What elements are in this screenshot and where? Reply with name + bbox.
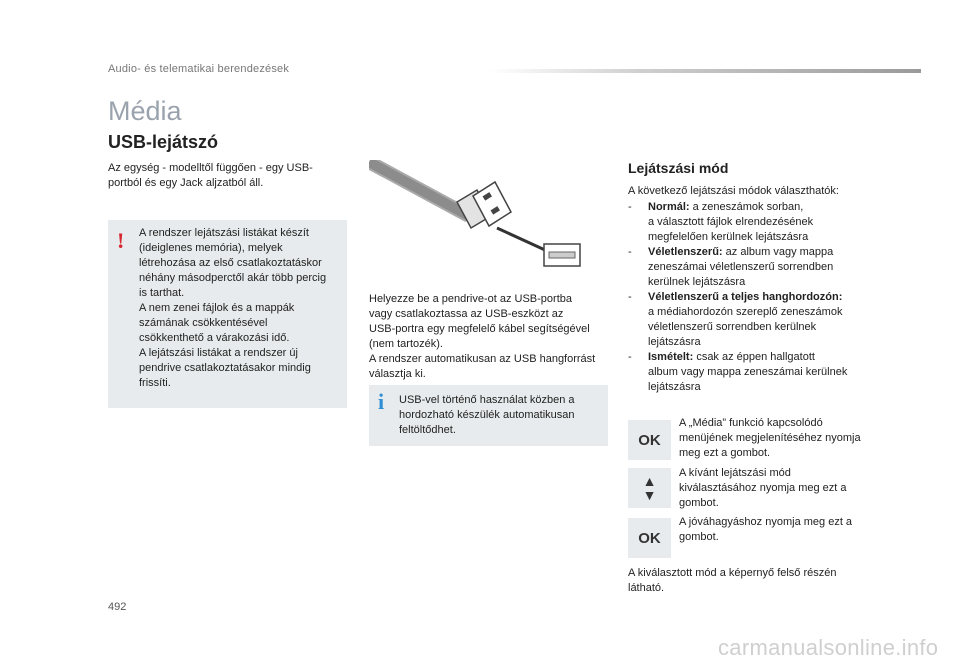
footer-note-line: A kiválasztott mód a képernyő felső részén	[628, 567, 837, 579]
mode-item-random-all	[628, 290, 873, 350]
list-dash: -	[628, 201, 632, 213]
step-line: meg ezt a gombot.	[679, 447, 771, 459]
mode-description: a zeneszámok sorban,	[692, 201, 804, 213]
playback-mode-list	[628, 200, 873, 395]
mode-description: a médiahordozón szereplő zeneszámok	[648, 306, 843, 318]
step-text-select	[679, 466, 874, 511]
warning-line: számának csökkentésével	[139, 317, 268, 329]
mode-description: a választott fájlok elrendezésének	[648, 216, 814, 228]
arrow-buttons-icon	[628, 468, 671, 508]
usb-cable-outline	[369, 162, 469, 216]
section-title: Audio- és telematikai berendezések	[108, 63, 290, 75]
mode-name: Véletlenszerű a teljes hanghordozón:	[648, 291, 843, 303]
warning-line: A nem zenei fájlok és a mappák	[139, 302, 295, 314]
mode-description: csak az éppen hallgatott	[696, 351, 815, 363]
ok-button-icon: OK	[628, 518, 671, 558]
step-line: menüjének megjelenítéséhez nyomja	[679, 432, 861, 444]
info-line: feltöltődhet.	[399, 424, 456, 436]
warning-line: A lejátszási listákat a rendszer új	[139, 347, 298, 359]
warning-line: is tarthat.	[139, 287, 185, 299]
info-icon: i	[378, 389, 385, 414]
step-text-media	[679, 416, 874, 461]
usb-instruction-line: Helyezze be a pendrive-ot az USB-portba	[369, 293, 572, 305]
warning-line: csökkenthető a várakozási idő.	[139, 332, 290, 344]
mode-description: az album vagy mappa	[725, 246, 834, 258]
warning-line: pendrive csatlakoztatásakor mindig	[139, 362, 311, 374]
mode-description: zeneszámai véletlenszerű sorrendben	[648, 261, 834, 273]
playback-mode-heading: Lejátszási mód	[628, 160, 729, 176]
mode-name: Normál:	[648, 201, 690, 213]
list-dash: -	[628, 291, 632, 303]
usb-instruction-line: választja ki.	[369, 368, 426, 380]
mode-item-random	[628, 245, 873, 290]
list-dash: -	[628, 351, 632, 363]
header-rule	[490, 69, 921, 73]
warning-line: A rendszer lejátszási listákat készít	[139, 227, 309, 239]
usb-instruction-line: vagy csatlakoztassa az USB-eszközt az	[369, 308, 564, 320]
warning-line: (ideiglenes memória), melyek	[139, 242, 283, 254]
mode-name: Véletlenszerű:	[648, 246, 723, 258]
mode-description: megfelelően kerülnek lejátszásra	[648, 231, 809, 243]
intro-text: Az egység - modelltől függően - egy USB-portból és egy Jack aljzatból áll.	[108, 162, 313, 189]
step-line: A „Média” funkció kapcsolódó	[679, 417, 823, 429]
page-number: 492	[108, 601, 127, 613]
warning-icon: !	[117, 228, 125, 253]
usb-player-heading: USB-lejátszó	[108, 132, 219, 152]
mode-description: lejátszásra	[648, 336, 701, 348]
step-line: kiválasztásához nyomja meg ezt a	[679, 482, 847, 494]
mode-item-normal	[628, 200, 873, 245]
usb-instruction-line: A rendszer automatikusan az USB hangforrást	[369, 353, 596, 365]
mode-description: lejátszásra	[648, 381, 701, 393]
step-line: gombot.	[679, 497, 719, 509]
ok-button-icon: OK	[628, 420, 671, 460]
arrow-down-icon: ▼	[642, 487, 657, 503]
mode-description: kerülnek lejátszásra	[648, 276, 746, 288]
mode-description: véletlenszerű sorrendben kerülnek	[648, 321, 817, 333]
usb-instruction-line: USB-portra egy megfelelő kábel segítségével	[369, 323, 590, 335]
mode-description: album vagy mappa zeneszámai kerülnek	[648, 366, 848, 378]
usb-plug-illustration	[369, 160, 609, 280]
step-text-confirm	[679, 515, 874, 545]
mode-name: Ismételt:	[648, 351, 694, 363]
insertion-pointer	[497, 228, 545, 250]
usb-port-slot	[549, 252, 575, 258]
watermark: carmanualsonline.info	[718, 635, 939, 660]
info-line: hordozható készülék automatikusan	[399, 409, 575, 421]
step-line: gombot.	[679, 531, 719, 543]
warning-line: néhány másodperctől akár több percig	[139, 272, 327, 284]
playback-mode-intro: A következő lejátszási módok választhatók:	[628, 185, 839, 197]
step-line: A jóváhagyáshoz nyomja meg ezt a	[679, 516, 853, 528]
warning-line: létrehozása az első csatlakoztatáskor	[139, 257, 322, 269]
arrow-up-icon: ▲	[642, 473, 657, 489]
usb-instructions	[369, 292, 607, 382]
info-line: USB-vel történő használat közben a	[399, 394, 575, 406]
info-text	[399, 393, 599, 438]
list-dash: -	[628, 246, 632, 258]
step-line: A kívánt lejátszási mód	[679, 467, 791, 479]
usb-instruction-line: (nem tartozék).	[369, 338, 443, 350]
footer-note	[628, 566, 868, 596]
footer-note-line: látható.	[628, 582, 665, 594]
warning-line: frissíti.	[139, 377, 171, 389]
page-title: Média	[108, 96, 182, 126]
mode-item-repeat	[628, 350, 873, 395]
warning-text	[139, 226, 339, 391]
